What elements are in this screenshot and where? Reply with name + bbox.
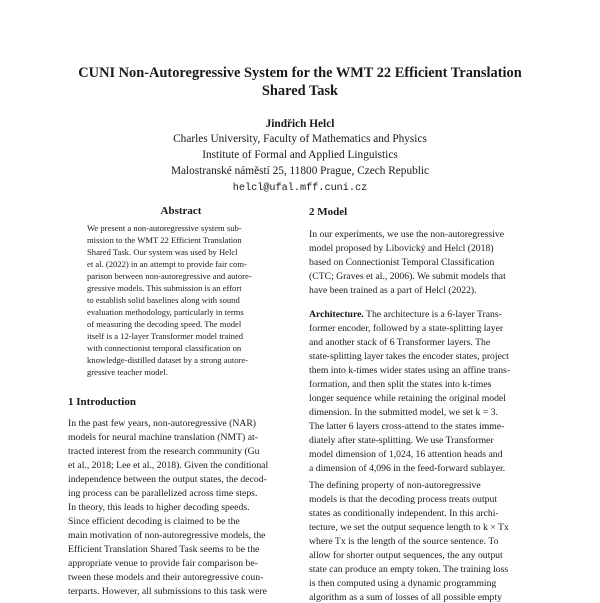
architecture-label: Architecture.	[309, 309, 364, 320]
model-line: longer sequence while retaining the original model	[309, 393, 506, 404]
abstract-line: evaluation methodology, particularly in terms	[87, 307, 244, 317]
model-line: dimension. In the submitted model, we set k = 3.	[309, 407, 498, 418]
abstract-line: Shared Task. Our system was used by Helcl	[87, 247, 238, 257]
abstract-line: mission to the WMT 22 Efficient Translation	[87, 235, 242, 245]
model-line: state can produce an empty token. The training loss	[309, 564, 509, 575]
model-line: have been trained as a part of Helcl (2022).	[309, 285, 477, 296]
model-line: allow for shorter output sequences, the any output	[309, 550, 503, 561]
abstract-line: et al. (2022) in an attempt to provide fair com-	[87, 259, 247, 269]
intro-line: et al., 2018; Lee et al., 2018). Given the conditional	[68, 460, 269, 471]
model-heading: 2 Model	[309, 206, 348, 218]
abstract-line: gressive teacher model.	[87, 367, 168, 377]
abstract-heading: Abstract	[160, 205, 202, 217]
model-line: models is that the decoding process treats output	[309, 494, 498, 505]
model-line: The latter 6 layers cross-attend to the states imme-	[309, 421, 505, 432]
model-line: them into k-times wider states using an affine trans-	[309, 365, 511, 376]
intro-line: main motivation of non-autoregressive models, the	[68, 530, 266, 541]
model-line: diately after state-splitting. We use Transformer	[309, 435, 494, 446]
model-line: states as conditionally independent. In this archi-	[309, 508, 499, 519]
intro-line: tween these models and their autoregressive coun-	[68, 572, 264, 583]
author-email: helcl@ufal.mff.cuni.cz	[232, 183, 368, 194]
model-line: where Tx is the length of the source sentence. To	[309, 536, 499, 547]
model-line: model proposed by Libovický and Helcl (2018)	[309, 243, 494, 254]
model-line: former encoder, followed by a state-splitting layer	[309, 323, 504, 334]
abstract-line: parison between non-autoregressive and autore-	[87, 271, 252, 281]
intro-line: Efficient Translation Shared Task seems to be the	[68, 544, 260, 555]
paper-title-line-1: CUNI Non-Autoregressive System for the WMT 22 Efficient Translation	[78, 65, 522, 81]
model-line: algorithm as a sum of losses of all possible empty	[309, 592, 502, 603]
affiliation-line: Institute of Formal and Applied Linguistics	[202, 149, 398, 161]
abstract-line: to establish solid baselines along with sound	[87, 295, 240, 305]
model-line: based on Connectionist Temporal Classification	[309, 257, 495, 268]
model-line: The defining property of non-autoregressive	[309, 480, 481, 491]
affiliation-line: Charles University, Faculty of Mathematics and Physics	[173, 133, 427, 145]
intro-line: ing process can be parallelized across time steps.	[68, 488, 258, 499]
paper-title-line-2: Shared Task	[261, 83, 339, 99]
abstract-line: itself is a 12-layer Transformer model trained	[87, 331, 244, 341]
model-line: state-splitting layer takes the encoder states, project	[309, 351, 509, 362]
author-name: Jindřich Helcl	[265, 118, 335, 130]
abstract-line: We present a non-autoregressive system sub-	[87, 223, 242, 233]
model-line: tecture, we set the output sequence length to k × Tx	[309, 522, 509, 533]
intro-line: tracted interest from the research community (Gu	[68, 446, 260, 457]
intro-line: appropriate venue to provide fair comparison be-	[68, 558, 258, 569]
model-line: model dimension of 1,024, 16 attention heads and	[309, 449, 503, 460]
model-line: and another stack of 6 Transformer layers. The	[309, 337, 491, 348]
intro-line: In the past few years, non-autoregressive (NAR)	[68, 418, 257, 429]
model-line: is then computed using a dynamic programming	[309, 578, 497, 589]
intro-line: independence between the output states, the decod-	[68, 474, 267, 485]
model-line: The architecture is a 6-layer Trans-	[366, 309, 502, 320]
abstract-line: of measuring the decoding speed. The model	[87, 319, 242, 329]
affiliation-line: Malostranské náměstí 25, 11800 Prague, Czech Republic	[170, 165, 430, 177]
abstract-line: with connectionist temporal classification on	[87, 343, 242, 353]
introduction-heading: 1 Introduction	[68, 396, 136, 408]
intro-line: In theory, this leads to higher decoding speeds.	[68, 502, 250, 513]
intro-line: models for neural machine translation (NMT) at-	[68, 432, 258, 443]
model-line: In our experiments, we use the non-autoregressive	[309, 229, 505, 240]
model-line: (CTC; Graves et al., 2006). We submit models that	[309, 271, 506, 282]
intro-line: terparts. However, all submissions to this task were	[68, 586, 267, 597]
abstract-line: knowledge-distilled dataset by a strong autore-	[87, 355, 249, 365]
model-line: formation, and then split the states into k-times	[309, 379, 492, 390]
intro-line: Since efficient decoding is claimed to be the	[68, 516, 240, 527]
model-line: a dimension of 4,096 in the feed-forward sublayer.	[309, 463, 506, 474]
abstract-line: gressive models. This submission is an effort	[87, 283, 242, 293]
